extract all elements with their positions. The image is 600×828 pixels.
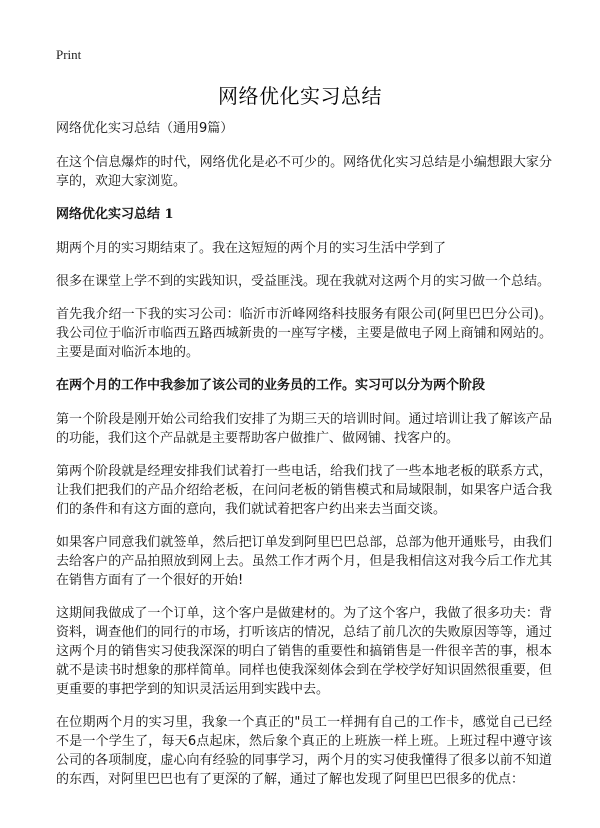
paragraph: 这期间我做成了一个订单，这个客户是做建材的。为了这个客户，我做了很多功夫：背资料，调查他们的同行的市场，打听该店的情况，总结了前几次的失败原因等等，通过这两个月的销售实习使我深深的明白了销售的重要性和搞销售是一件很辛苦的事，根本就不是读书时想象的那样简单。同样也使我深刻体会到在学校学好知识固然很重要，但更重要的事把学到的知识灵活运用到实践中去。 xyxy=(56,606,552,697)
paragraph: 第两个阶段就是经理安排我们试着打一些电话，给我们找了一些本地老板的联系方式，让我们把我们的产品介绍给老板，在问问老板的销售模式和局域限制，如果客户适合我们的条件和有这方面的意向，我们就试着把客户约出来去当面交谈。 xyxy=(56,464,552,517)
paragraph: 第一个阶段是刚开始公司给我们安排了为期三天的培训时间。通过培训让我了解该产品的功能，我们这个产品就是主要帮助客户做推广、做网铺、找客户的。 xyxy=(56,412,552,446)
paragraph: 在位期两个月的实习里，我象一个真正的"员工一样拥有自己的工作卡，感觉自己已经不是一个学生了，每天6点起床，然后象个真正的上班族一样上班。上班过程中遵守该公司的各项制度，虚心向有经验的同事学习，两个月的实习使我懂得了很多以前不知道的东西，对阿里巴巴也有了更深的了解，通过了解也发现了阿里巴巴很多的优点： xyxy=(56,715,552,787)
document-title: 网络优化实习总结 xyxy=(218,84,382,108)
print-link[interactable]: Print xyxy=(56,47,82,62)
paragraph: 首先我介绍一下我的实习公司：临沂市沂峰网络科技服务有限公司(阿里巴巴分公司)。我公司位于临沂市临西五路西城新贵的一座写字楼，主要是做电子网上商铺和网站的。主要是面对临沂本地的。 xyxy=(56,307,552,360)
document-subtitle: 网络优化实习总结（通用9篇） xyxy=(56,121,234,136)
section-heading: 网络优化实习总结 1 xyxy=(56,207,174,222)
paragraph: 在这个信息爆炸的时代，网络优化是必不可少的。网络优化实习总结是小编想跟大家分享的，欢迎大家浏览。 xyxy=(56,155,552,189)
document-body xyxy=(56,119,552,803)
paragraph: 很多在课堂上学不到的实践知识，受益匪浅。现在我就对这两个月的实习做一个总结。 xyxy=(56,274,551,289)
section-heading: 在两个月的工作中我参加了该公司的业务员的工作。实习可以分为两个阶段 xyxy=(56,378,486,393)
paragraph: 期两个月的实习期结束了。我在这短短的两个月的实习生活中学到了 xyxy=(56,241,447,256)
paragraph: 如果客户同意我们就签单，然后把订单发到阿里巴巴总部，总部为他开通账号，由我们去给客户的产品拍照放到网上去。虽然工作才两个月，但是我相信这对我今后工作尤其在销售方面有了一个很好的开始! xyxy=(56,535,552,588)
